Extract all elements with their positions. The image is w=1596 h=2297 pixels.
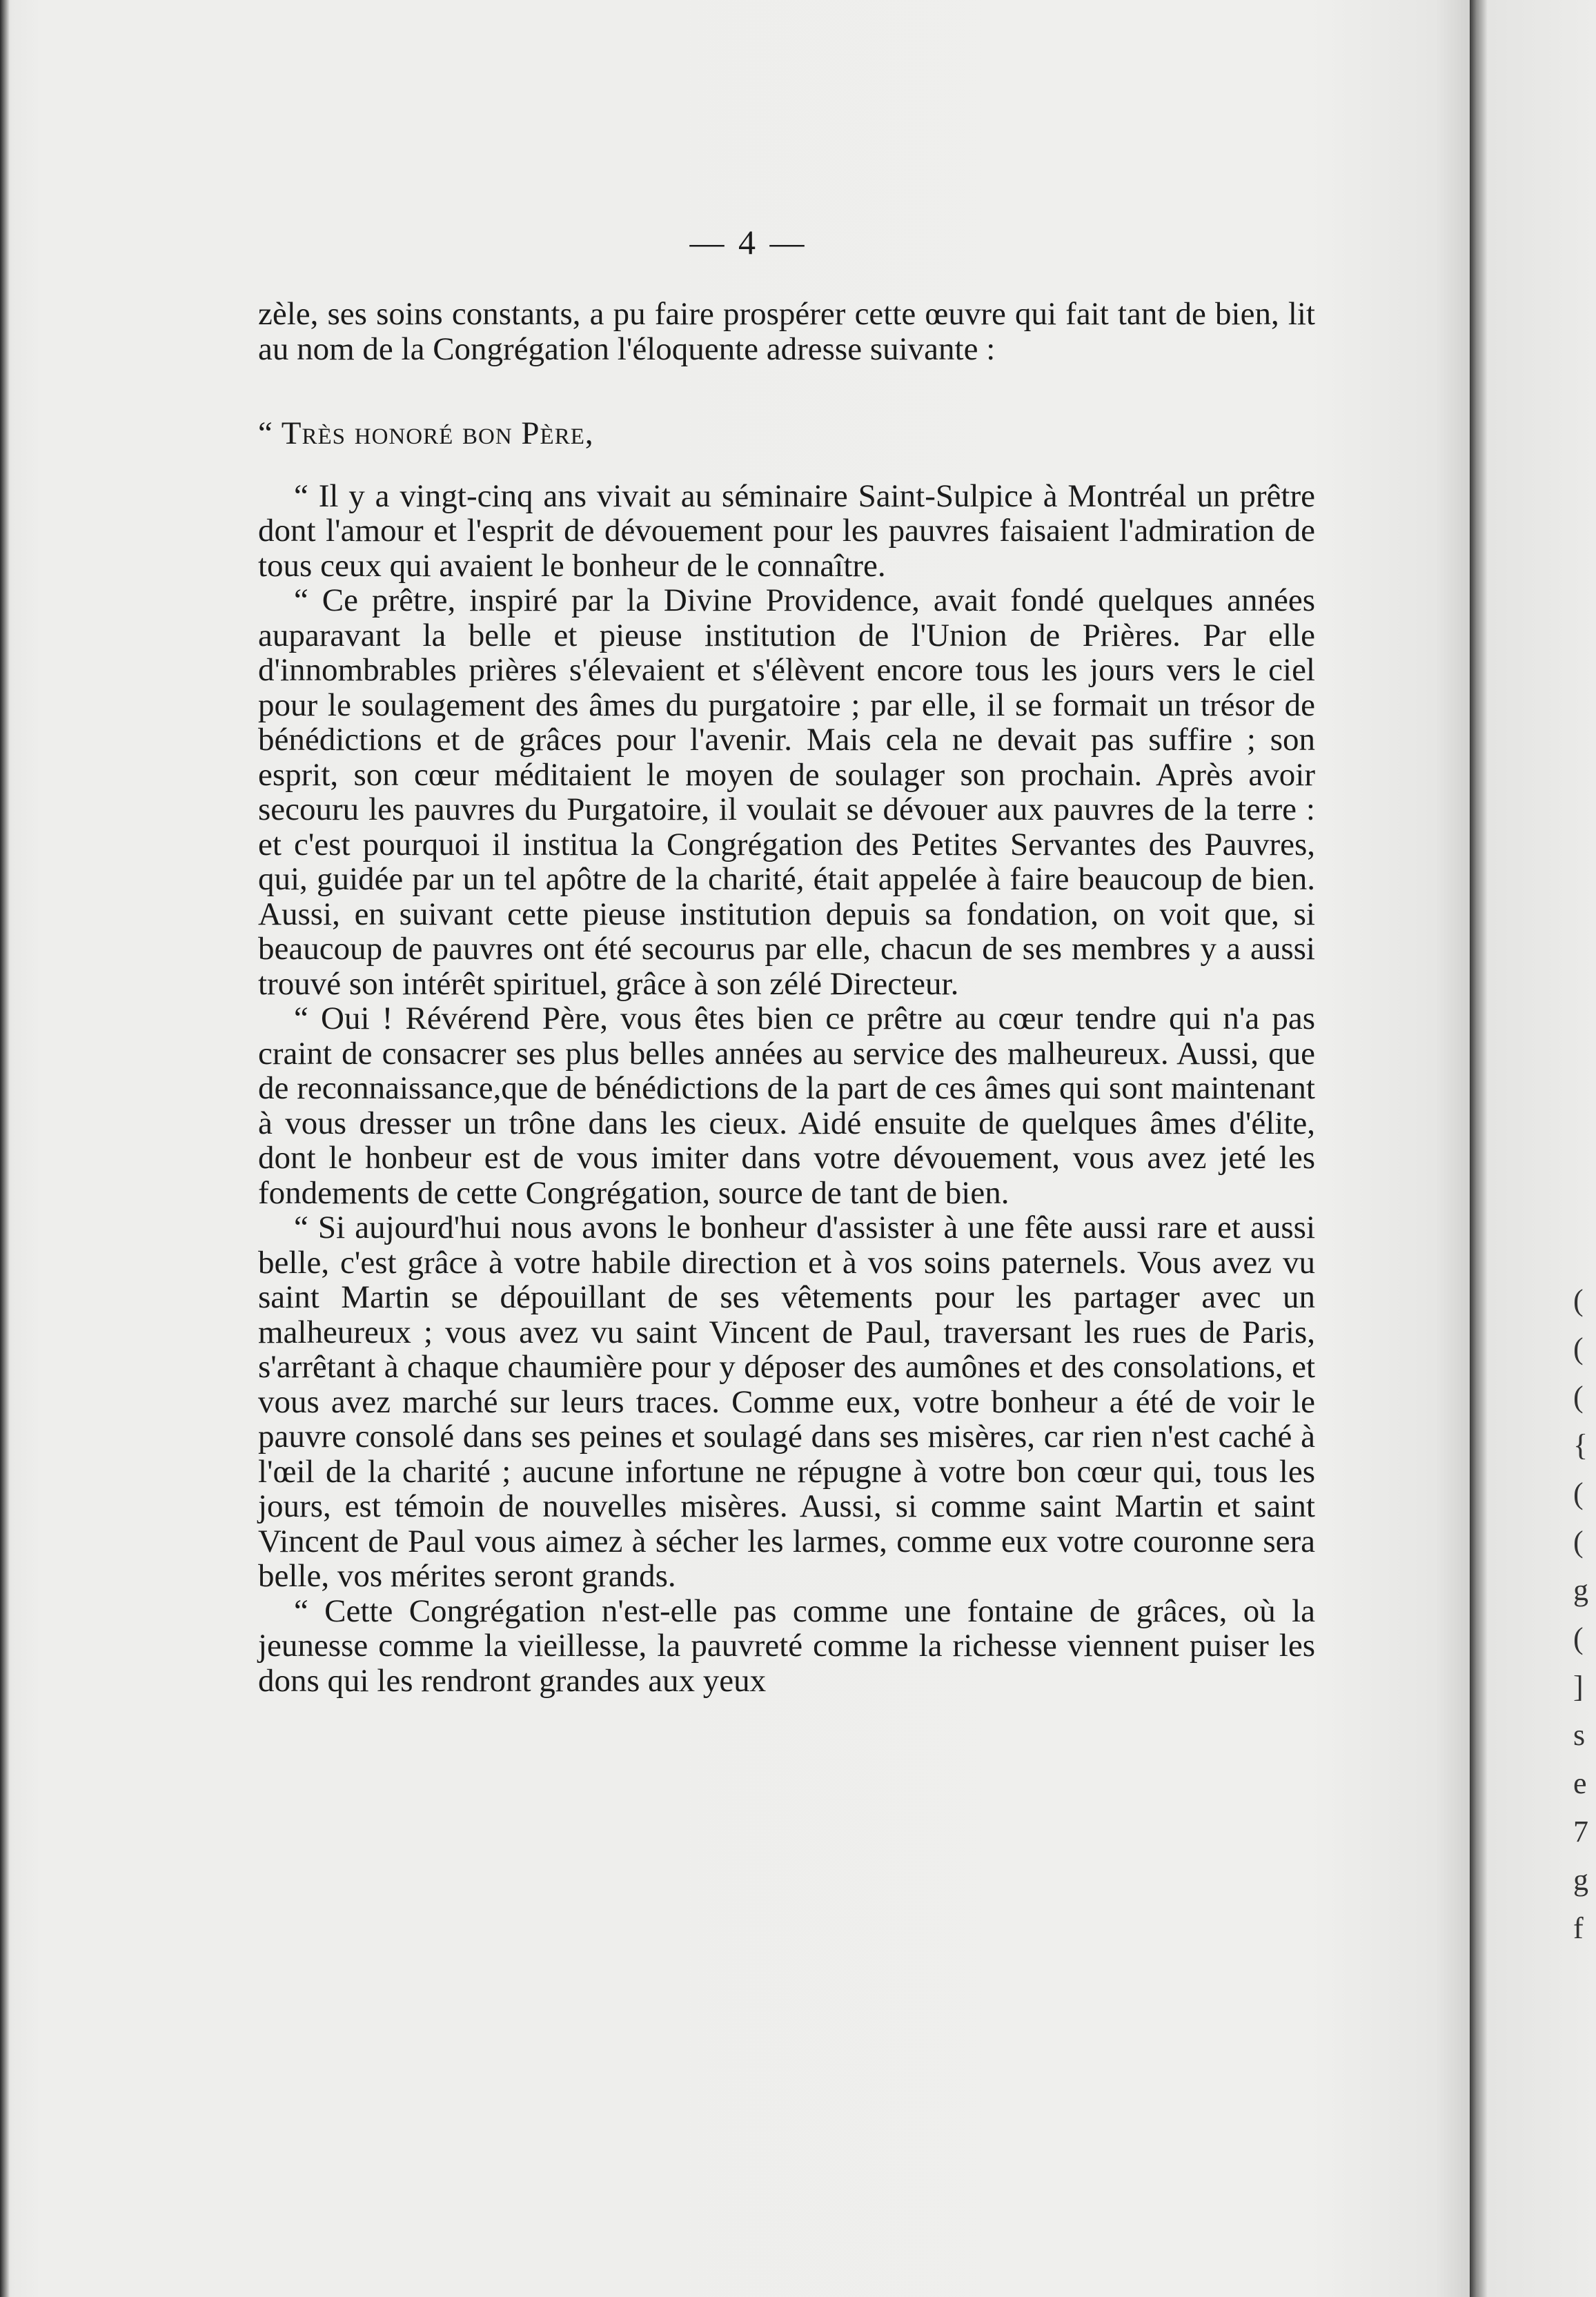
paragraph-4: “ Si aujourd'hui nous avons le bonheur d'assister à une fête aussi rare et aussi belle, c'est grâce à votre habile direction et à vos soins paternels. Vous avez vu saint Martin se dépouillant de ses vêtements pour les partager avec un malheureux ; vous avez vu saint Vincent de Paul, traversant les rues de Paris, s'arrêtant à chaque chaumière pour y déposer des aumônes et des consolations, et vous avez marché sur leurs traces. Comme eux, votre bonheur a été de voir le pauvre consolé dans ses peines et soulagé dans ses misères, car rien n'est caché à l'œil de la charité ; aucune infortune ne répugne à votre bon cœur qui, tous les jours, est témoin de nouvelles misères. Aussi, si comme saint Martin et saint Vincent de Paul vous aimez à sécher les larmes, comme eux votre couronne sera belle, vos mérites seront grands. <box>258 1210 1315 1594</box>
page-number: — 4 — <box>689 223 807 262</box>
salutation: “ Très honoré bon Père, <box>258 415 594 451</box>
fragment: g <box>1573 1863 1588 1897</box>
text-block <box>258 297 1315 1698</box>
fragment: ( <box>1573 1332 1584 1366</box>
fragment: s <box>1573 1718 1586 1752</box>
fragment: ] <box>1573 1670 1584 1704</box>
fragment: 7 <box>1573 1815 1588 1849</box>
fragment: ( <box>1573 1283 1584 1317</box>
fragment: e <box>1573 1766 1587 1800</box>
fragment: f <box>1573 1911 1584 1945</box>
fragment: ( <box>1573 1525 1584 1559</box>
paragraph-5: “ Cette Congrégation n'est-elle pas comme une fontaine de grâces, où la jeunesse comme la vieillesse, la pauvreté comme la richesse viennent puiser les dons qui les rendront grandes aux yeux <box>258 1593 1315 1699</box>
fragment: g <box>1573 1573 1588 1607</box>
paragraph-3: “ Oui ! Révérend Père, vous êtes bien ce prêtre au cœur tendre qui n'a pas craint de consacrer ses plus belles années au service des malheureux. Aussi, que de reconnaissance,que de bénédictions de la part de ces âmes qui sont maintenant à vous dresser un trône dans les cieux. Aidé ensuite de quelques âmes d'élite, dont le honbeur est de vous imiter dans votre dévouement, vous avez jeté les fondements de cette Congrégation, source de tant de bien. <box>258 1000 1315 1211</box>
fragment: ( <box>1573 1477 1584 1510</box>
paragraph-1: “ Il y a vingt-cinq ans vivait au séminaire Saint-Sulpice à Montréal un prêtre dont l'amour et l'esprit de dévouement pour les pauvres faisaient l'admiration de tous ceux qui avaient le bonheur de le connaître. <box>258 477 1315 584</box>
paragraph-2: “ Ce prêtre, inspiré par la Divine Providence, avait fondé quelques années auparavant la belle et pieuse institution de l'Union de Prières. Par elle d'innombrables prières s'élevaient et s'élèvent encore tous les jours vers le ciel pour le soulagement des âmes du purgatoire ; par elle, il se formait un trésor de bénédictions et de grâces pour l'avenir. Mais cela ne devait pas suffire ; son esprit, son cœur méditaient le moyen de soulager son prochain. Après avoir secouru les pauvres du Purgatoire, il voulait se dévouer aux pauvres de la terre : et c'est pourquoi il institua la Congrégation des Petites Servantes des Pauvres, qui, guidée par un tel apôtre de la charité, était appelée à faire beaucoup de bien. Aussi, en suivant cette pieuse institution depuis sa fondation, on voit que, si beaucoup de pauvres ont été secourus par elle, chacun de ses membres y a aussi trouvé son intérêt spirituel, grâce à son zélé Directeur. <box>258 582 1315 1002</box>
fragment: ( <box>1573 1621 1584 1655</box>
adjacent-page-text-fragments <box>1573 1276 1594 1953</box>
adjacent-page-strip <box>1470 0 1596 2297</box>
fragment: { <box>1573 1428 1588 1462</box>
intro-paragraph: zèle, ses soins constants, a pu faire prospérer cette œuvre qui fait tant de bien, lit au nom de la Congrégation l'éloquente adresse suivante : <box>258 296 1315 367</box>
page-binding-edge <box>0 0 10 2297</box>
fragment: ( <box>1573 1380 1584 1414</box>
